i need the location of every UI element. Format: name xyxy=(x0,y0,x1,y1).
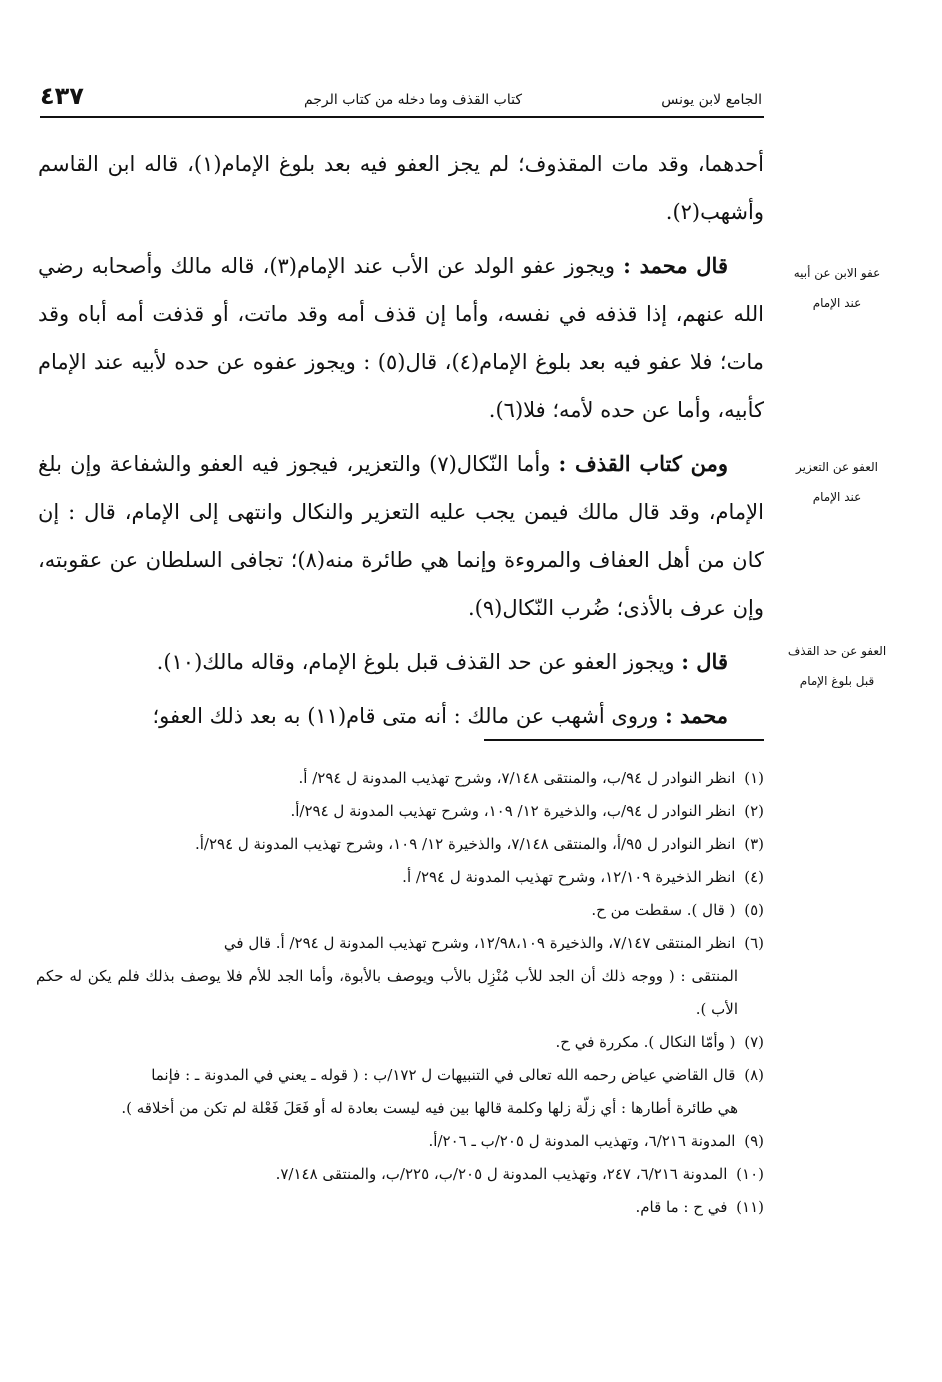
footnote-continuation: هي طائرة أطارها : أي زلّة زلها وكلمة قالها بين فيه ليست بعادة له أو فَعَلَ فَعْلة لم تكن من أخلاقه ). xyxy=(121,1099,738,1117)
footnotes xyxy=(36,762,764,1224)
paragraph-4-body: ويجوز العفو عن حد القذف قبل بلوغ الإمام، وقاله مالك(١٠). xyxy=(156,650,682,674)
footnote-10 xyxy=(36,1158,764,1191)
footnote-3 xyxy=(36,828,764,861)
side-note-1-line-1: عفو الابن عن أبيه xyxy=(793,266,881,280)
footnote-2 xyxy=(36,795,764,828)
footnote-9 xyxy=(36,1125,764,1158)
side-note-2-line-2: عند الإمام xyxy=(812,490,862,504)
footnote-number: (٢) xyxy=(744,802,764,820)
footnote-text: انظر المنتقى ٧/١٤٧، والذخيرة ١٢/٩٨،١٠٩، وشرح تهذيب المدونة ل ٢٩٤/ أ. قال في xyxy=(223,934,736,952)
footnote-number: (٧) xyxy=(744,1033,764,1051)
side-note-1-line-2: عند الإمام xyxy=(812,296,862,310)
side-note-3 xyxy=(772,636,902,696)
paragraph-1: أحدهما، وقد مات المقذوف؛ لم يجز العفو فيه بعد بلوغ الإمام(١)، قاله ابن القاسم وأشهب(٢). xyxy=(38,152,764,224)
paragraph-2 xyxy=(38,242,764,434)
footnote-6 xyxy=(36,927,764,1026)
footnote-text: المدونة ٦/٢١٦، وتهذيب المدونة ل ٢٠٥/ب ـ ٢٠٦/أ. xyxy=(428,1132,736,1150)
footnote-text: في ح : ما قام. xyxy=(635,1198,728,1216)
paragraph-3-body: وأما النّكال(٧) والتعزير، فيجوز فيه العفو والشفاعة وإن بلغ الإمام، وقد قال مالك فيمن يجب عليه التعزير والنكال وانتهى إلى الإمام، قال : إن كان من أهل العفاف والمروءة وإنما هي طائرة منه(٨)؛ تجافى السلطان عن عقوبته، وإن عرف بالأذى؛ ضُرب النّكال(٩). xyxy=(38,452,764,620)
side-note-1 xyxy=(772,258,902,318)
footnote-text: المدونة ٦/٢١٦، ٢٤٧، وتهذيب المدونة ل ٢٠٥/ب، ٢٢٥/ب، والمنتقى ٧/١٤٨. xyxy=(275,1165,728,1183)
footnote-4 xyxy=(36,861,764,894)
paragraph-4-lead: قال : xyxy=(681,649,728,674)
header-rule xyxy=(40,116,764,118)
footnote-text: ( وأمّا النكال ). مكررة في ح. xyxy=(555,1033,736,1051)
paragraph-2-body: ويجوز عفو الولد عن الأب عند الإمام(٣)، قاله مالك وأصحابه رضي الله عنهم، إذا قذفه في نفسه، وأما إن قذف أمه وقد ماتت، أو قذفت أمه أباه وقد مات؛ فلا عفو فيه بعد بلوغ الإمام(٤)، قال(٥) : ويجوز عفوه عن حده لأبيه عند الإمام كأبيه، وأما عن حده لأمه؛ فلا(٦). xyxy=(38,254,764,422)
paragraph-2-lead: قال محمد : xyxy=(623,253,728,278)
side-note-3-line-1: العفو عن حد القذف xyxy=(787,644,887,658)
running-header xyxy=(40,82,762,114)
footnote-5 xyxy=(36,894,764,927)
main-text xyxy=(38,140,764,740)
footnote-number: (٩) xyxy=(744,1132,764,1150)
footnote-text: انظر النوادر ل ٩٤/ب، والمنتقى ٧/١٤٨، وشرح تهذيب المدونة ل ٢٩٤/ أ. xyxy=(298,769,736,787)
side-note-3-line-2: قبل بلوغ الإمام xyxy=(799,674,875,688)
footnote-text: انظر الذخيرة ١٢/١٠٩، وشرح تهذيب المدونة ل ٢٩٤/ أ. xyxy=(402,868,736,886)
footnote-number: (١٠) xyxy=(736,1165,764,1183)
footnote-11 xyxy=(36,1191,764,1224)
paragraph-3 xyxy=(38,440,764,632)
footnote-8 xyxy=(36,1059,764,1125)
footnote-number: (١١) xyxy=(736,1198,764,1216)
paragraph-5 xyxy=(38,692,764,740)
footnote-number: (١) xyxy=(744,769,764,787)
page-number: ٤٣٧ xyxy=(40,82,84,110)
chapter-title: كتاب القذف وما دخله من كتاب الرجم xyxy=(303,92,522,108)
footnote-text: انظر النوادر ل ٩٤/ب، والذخيرة ١٢/ ١٠٩، وشرح تهذيب المدونة ل ٢٩٤/أ. xyxy=(290,802,736,820)
side-note-2 xyxy=(772,452,902,512)
footnote-rule xyxy=(484,739,764,741)
footnote-continuation: المنتقى : ( ووجه ذلك أن الجد للأب مُنْزِل بالأب ويوصف بالأبوة، وأما الجد للأم فلا يوصف بذلك فلم يكن له حكم الأب ). xyxy=(36,967,738,1018)
side-note-2-line-1: العفو عن التعزير xyxy=(796,460,878,474)
footnote-text: انظر النوادر ل ٩٥/أ، والمنتقى ٧/١٤٨، والذخيرة ١٢/ ١٠٩، وشرح تهذيب المدونة ل ٢٩٤/أ. xyxy=(194,835,736,853)
paragraph-5-body: وروى أشهب عن مالك : أنه متى قام(١١) به بعد ذلك العفو؛ xyxy=(152,704,665,728)
paragraph-5-lead: محمد : xyxy=(664,703,728,728)
footnote-text: قال القاضي عياض رحمه الله تعالى في التنبيهات ل ١٧٢/ب : ( قوله ـ يعني في المدونة ـ : فإنما xyxy=(151,1066,736,1084)
footnote-7 xyxy=(36,1026,764,1059)
footnote-number: (٨) xyxy=(744,1066,764,1084)
paragraph-4 xyxy=(38,638,764,686)
book-title: الجامع لابن يونس xyxy=(661,92,762,108)
paragraph-3-lead: ومن كتاب القذف : xyxy=(558,451,728,476)
footnote-text: ( قال ). سقطت من ح. xyxy=(591,901,736,919)
footnote-1 xyxy=(36,762,764,795)
footnote-number: (٥) xyxy=(744,901,764,919)
footnote-number: (٤) xyxy=(744,868,764,886)
footnote-number: (٦) xyxy=(744,934,764,952)
footnote-number: (٣) xyxy=(744,835,764,853)
